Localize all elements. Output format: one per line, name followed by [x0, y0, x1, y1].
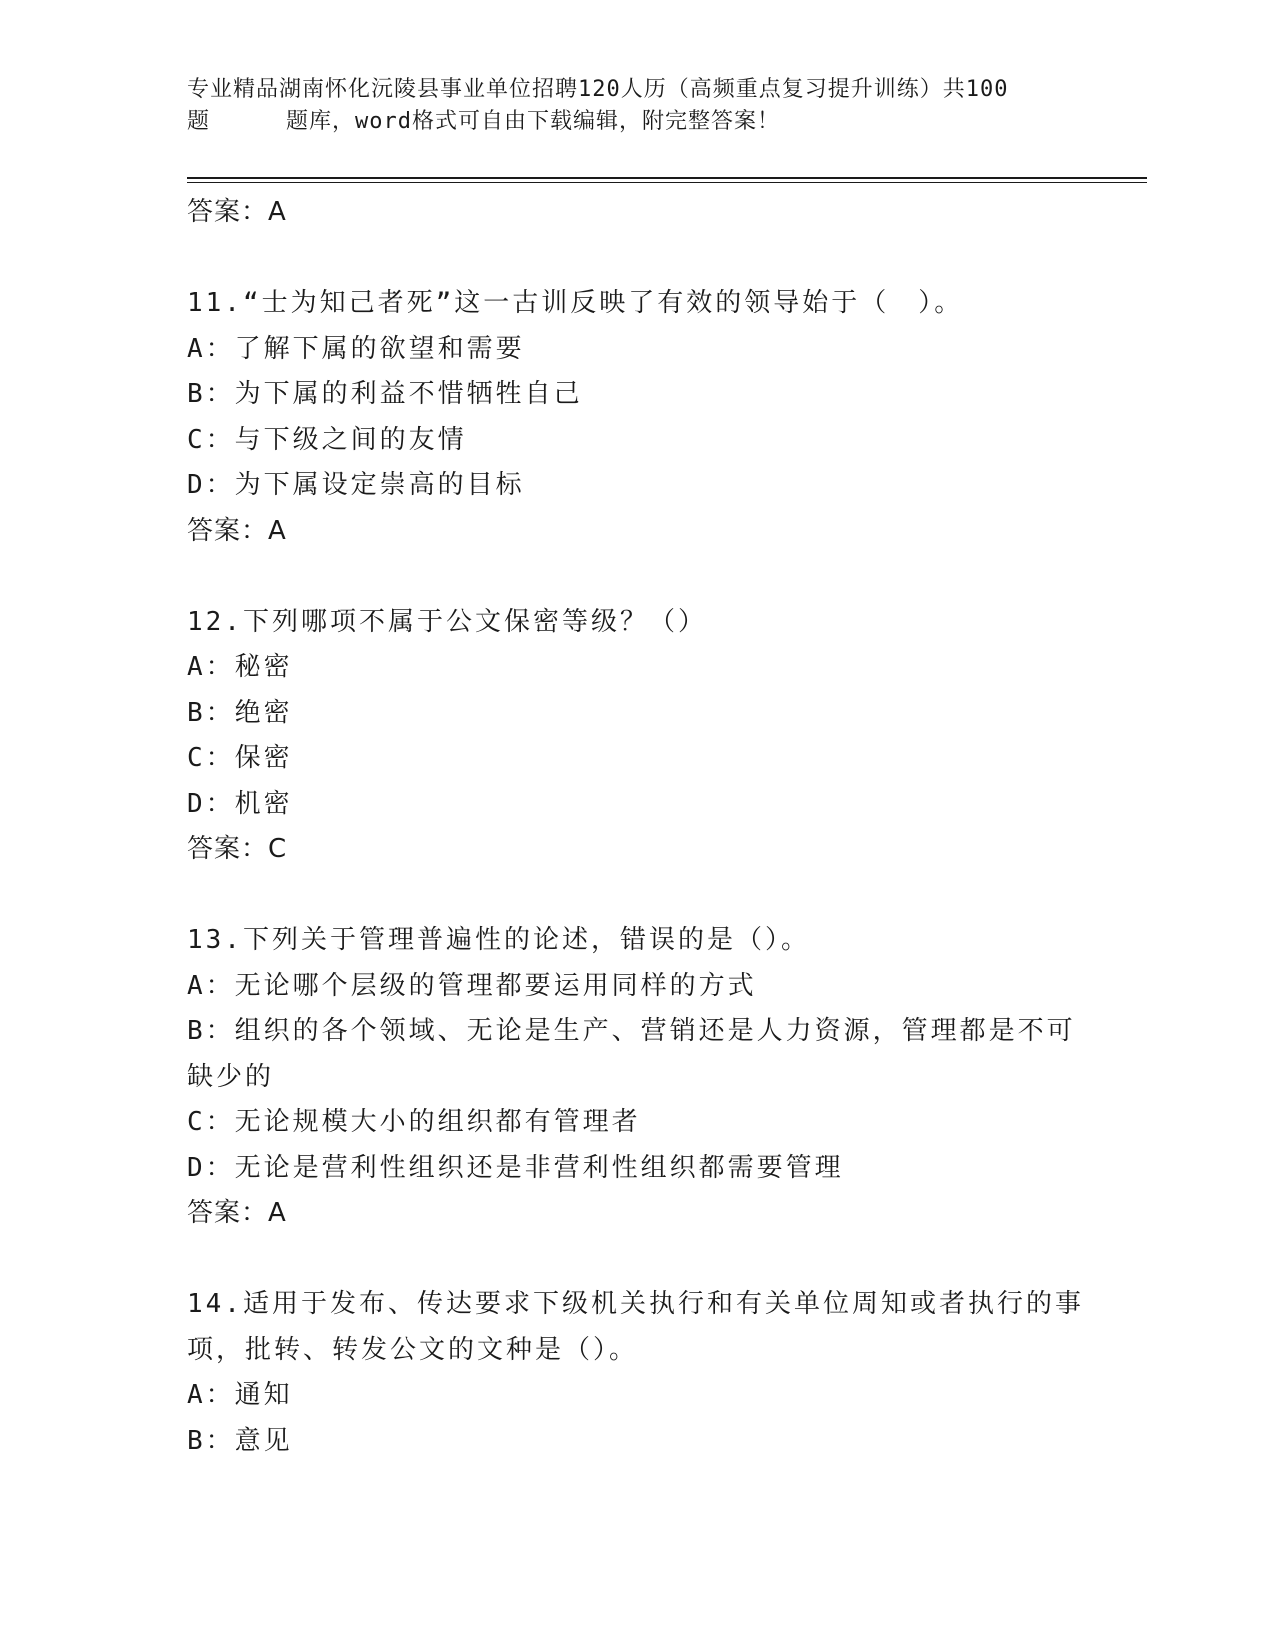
question-14 [187, 1282, 1087, 1464]
option-a: A：了解下属的欲望和需要 [187, 333, 525, 364]
option-a: A：秘密 [187, 652, 293, 682]
header-divider-thick [187, 177, 1147, 179]
spacer [187, 873, 1087, 919]
question-stem-continued: 项，批转、转发公文的文种是（）。 [187, 1334, 639, 1365]
option-b: B：绝密 [187, 697, 293, 728]
question-stem: 13.下列关于管理普遍性的论述，错误的是（）。 [187, 925, 810, 955]
option-d: D：机密 [187, 788, 293, 819]
header-title-line-2 [187, 106, 1087, 138]
question-11 [187, 281, 1087, 554]
option-b-continued: 缺少的 [187, 1061, 275, 1092]
question-13 [187, 918, 1087, 1237]
spacer [187, 554, 1087, 600]
question-list [187, 190, 1087, 1464]
option-c: C：保密 [187, 743, 293, 773]
answer: 答案：A [187, 1198, 287, 1228]
option-d: D：为下属设定崇高的目标 [187, 470, 525, 500]
question-12 [187, 600, 1087, 873]
question-stem: 11.“士为知己者死”这一古训反映了有效的领导始于（ ）。 [187, 288, 964, 318]
previous-answer: 答案：A [187, 197, 287, 227]
option-b: B：为下属的利益不惜牺牲自己 [187, 379, 583, 409]
option-a: A：无论哪个层级的管理都要运用同样的方式 [187, 970, 757, 1001]
question-stem: 14.适用于发布、传达要求下级机关执行和有关单位周知或者执行的事 [187, 1289, 1084, 1319]
header-title-line-1: 专业精品湖南怀化沅陵县事业单位招聘120人历（高频重点复习提升训练）共100 [187, 77, 1009, 102]
header-divider-thin [187, 182, 1147, 183]
page-header [187, 74, 1087, 138]
option-c: C：无论规模大小的组织都有管理者 [187, 1107, 641, 1137]
spacer [187, 236, 1087, 282]
answer: 答案：A [187, 515, 287, 546]
question-stem: 12.下列哪项不属于公文保密等级？（） [187, 606, 707, 637]
option-a: A：通知 [187, 1380, 293, 1410]
spacer [187, 1237, 1087, 1283]
option-d: D：无论是营利性组织还是非营利性组织都需要管理 [187, 1152, 844, 1183]
option-c: C：与下级之间的友情 [187, 424, 467, 455]
answer: 答案：C [187, 834, 288, 864]
option-b: B：组织的各个领域、无论是生产、营销还是人力资源，管理都是不可 [187, 1016, 1076, 1046]
header-title-line-2-head: 题 [187, 109, 211, 134]
header-title-line-2-tail: 题库，word格式可自由下载编辑，附完整答案！ [286, 109, 780, 134]
option-b: B：意见 [187, 1425, 293, 1456]
